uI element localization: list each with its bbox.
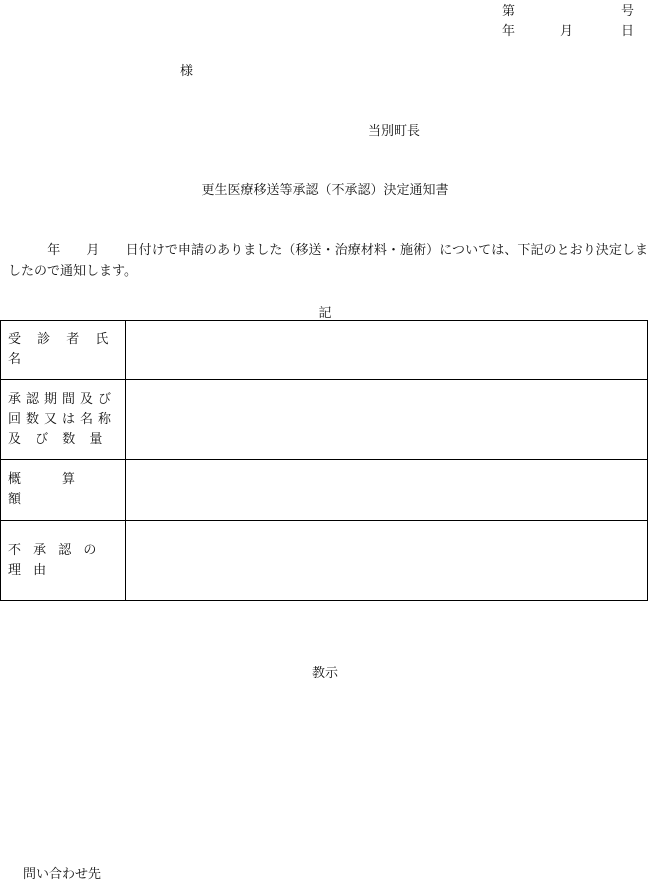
contact-label: 問い合わせ先 bbox=[23, 867, 102, 882]
row-label-line: 及 び 数 量 bbox=[8, 431, 108, 447]
table-row bbox=[1, 460, 648, 521]
row-label-line: 回数又は名称 bbox=[8, 411, 117, 427]
label-cell bbox=[1, 321, 126, 380]
label-cell bbox=[1, 380, 126, 460]
table-row bbox=[1, 380, 648, 460]
row-label: 不 承 認 の 理 由 bbox=[8, 542, 101, 578]
row-label bbox=[1, 390, 125, 450]
row-label: 受 診 者 氏 名 bbox=[8, 332, 115, 367]
label-cell bbox=[1, 521, 126, 601]
document-title: 更生医療移送等承認（不承認）決定通知書 bbox=[201, 183, 449, 198]
table-row bbox=[1, 321, 648, 380]
table-row bbox=[1, 521, 648, 601]
label-cell bbox=[1, 460, 126, 521]
value-cell[interactable] bbox=[126, 521, 648, 601]
value-cell[interactable] bbox=[126, 460, 648, 521]
date-year: 年 bbox=[502, 24, 516, 39]
instruction-heading: 教示 bbox=[311, 666, 338, 681]
details-table bbox=[0, 320, 648, 601]
document-number-prefix: 第 bbox=[502, 4, 516, 19]
row-label: 概 算 額 bbox=[8, 472, 117, 507]
issue-date bbox=[502, 20, 634, 39]
ki-heading: 記 bbox=[318, 306, 332, 321]
row-label-line: 承認期間及び bbox=[8, 391, 117, 407]
date-month: 月 bbox=[560, 24, 574, 39]
document-number bbox=[502, 0, 634, 19]
date-day: 日 bbox=[620, 24, 634, 39]
value-cell[interactable] bbox=[126, 380, 648, 460]
body-text: 年 月 日付けで申請のありました（移送・治療材料・施術）については、下記のとおり決定しましたので通知します。 bbox=[8, 243, 648, 279]
value-cell[interactable] bbox=[126, 321, 648, 380]
addressee: 様 bbox=[180, 64, 194, 79]
issuer: 当別町長 bbox=[368, 124, 421, 139]
document-number-suffix: 号 bbox=[620, 4, 634, 19]
